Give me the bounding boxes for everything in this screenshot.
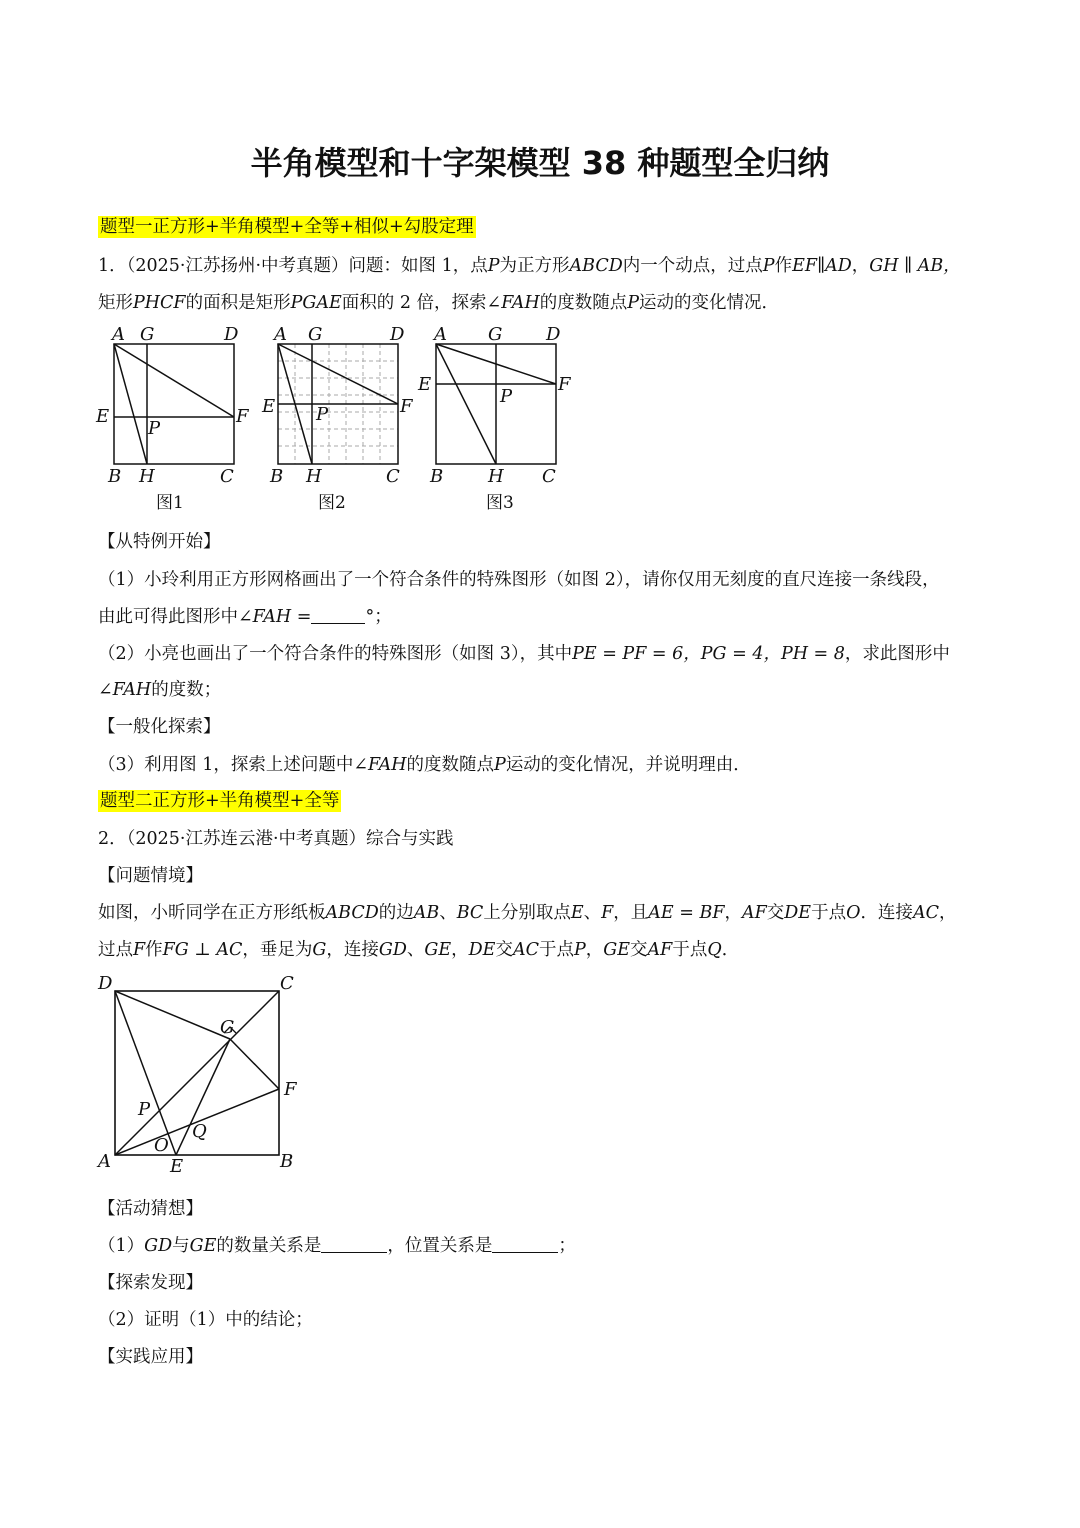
- label-D: D: [546, 324, 561, 345]
- heading-special: 【从特例开始】: [98, 532, 221, 552]
- label-G: G: [220, 1017, 235, 1038]
- label-A: A: [98, 1151, 111, 1172]
- q2-discover-2: （2）证明（1）中的结论；: [98, 1310, 313, 1330]
- q2-context-line2: 过点F作FG ⊥ AC，垂足为G，连接GD、GE，DE交AC于点P，GE交AF于点Q．: [98, 940, 740, 960]
- label-D: D: [224, 324, 239, 345]
- figure-4: [90, 965, 320, 1180]
- label-P: P: [148, 418, 161, 439]
- label-C: C: [220, 466, 234, 487]
- label-C: C: [280, 973, 294, 994]
- heading-general: 【一般化探索】: [98, 717, 221, 737]
- label-E: E: [262, 396, 276, 417]
- label-F: F: [558, 374, 571, 395]
- label-G: G: [488, 324, 503, 345]
- label-D: D: [390, 324, 405, 345]
- label-F: F: [400, 396, 413, 417]
- label-A: A: [112, 324, 125, 345]
- label-E: E: [96, 406, 110, 427]
- label-A: A: [434, 324, 447, 345]
- answer-blank-quantity[interactable]: [321, 1236, 387, 1253]
- q2-head: 2．（2025·江苏连云港·中考真题）综合与实践: [98, 829, 454, 849]
- label-H: H: [488, 466, 504, 487]
- label-C: C: [542, 466, 556, 487]
- section-1-heading: 题型一正方形+半角模型+全等+相似+勾股定理: [100, 217, 474, 237]
- heading-context: 【问题情境】: [98, 866, 203, 886]
- label-C: C: [386, 466, 400, 487]
- fig3-caption: 图3: [486, 493, 514, 513]
- figure-2: [254, 322, 424, 518]
- heading-discover: 【探索发现】: [98, 1273, 203, 1293]
- q1-line2: 矩形PHCF的面积是矩形PGAE面积的 2 倍，探索∠FAH的度数随点P运动的变化情况．: [98, 293, 779, 313]
- q1-p1-line2: 由此可得此图形中∠FAH = °；: [98, 607, 392, 627]
- figure-1: [90, 322, 260, 518]
- label-F: F: [236, 406, 249, 427]
- q1-line1: 1．（2025·江苏扬州·中考真题）问题：如图 1，点P为正方形ABCD内一个动点，过点P作EF∥AD，GH ∥ AB，: [98, 256, 961, 276]
- label-O: O: [154, 1135, 169, 1156]
- label-P: P: [138, 1099, 151, 1120]
- label-A: A: [274, 324, 287, 345]
- label-B: B: [108, 466, 122, 487]
- label-P: P: [500, 386, 513, 407]
- answer-blank-position[interactable]: [492, 1236, 558, 1253]
- label-H: H: [306, 466, 322, 487]
- q2-context-line1: 如图，小昕同学在正方形纸板ABCD的边AB、BC上分别取点E、F，且AE = BF，AF交DE于点O．连接AC，: [98, 903, 957, 923]
- fig1-caption: 图1: [156, 493, 184, 513]
- label-G: G: [308, 324, 323, 345]
- label-G: G: [140, 324, 155, 345]
- q1-p3: （3）利用图 1，探索上述问题中∠FAH的度数随点P运动的变化情况，并说明理由．: [98, 755, 751, 775]
- label-Q: Q: [192, 1121, 207, 1142]
- q2-guess-1: （1）GD与GE的数量关系是 ，位置关系是 ；: [98, 1236, 576, 1256]
- label-F: F: [284, 1079, 297, 1100]
- heading-apply: 【实践应用】: [98, 1347, 203, 1367]
- label-D: D: [98, 973, 113, 994]
- label-B: B: [280, 1151, 294, 1172]
- label-B: B: [270, 466, 284, 487]
- fig2-caption: 图2: [318, 493, 346, 513]
- q1-p2-line2: ∠FAH的度数；: [98, 680, 222, 700]
- q1-p1-line1: （1）小玲利用正方形网格画出了一个符合条件的特殊图形（如图 2），请你仅用无刻度的直尺连接一条线段，: [98, 570, 940, 590]
- page-title: 半角模型和十字架模型 38 种题型全归纳: [250, 144, 830, 182]
- label-H: H: [139, 466, 155, 487]
- label-E: E: [418, 374, 432, 395]
- answer-blank-angle[interactable]: [311, 607, 365, 624]
- label-B: B: [430, 466, 444, 487]
- label-P: P: [316, 404, 329, 425]
- section-2-heading: 题型二正方形+半角模型+全等: [100, 791, 340, 811]
- figure-3: [416, 322, 586, 518]
- q1-p2-line1: （2）小亮也画出了一个符合条件的特殊图形（如图 3），其中PE = PF = 6，PG = 4，PH = 8，求此图形中: [98, 644, 950, 664]
- heading-guess: 【活动猜想】: [98, 1199, 203, 1219]
- label-E: E: [170, 1156, 184, 1177]
